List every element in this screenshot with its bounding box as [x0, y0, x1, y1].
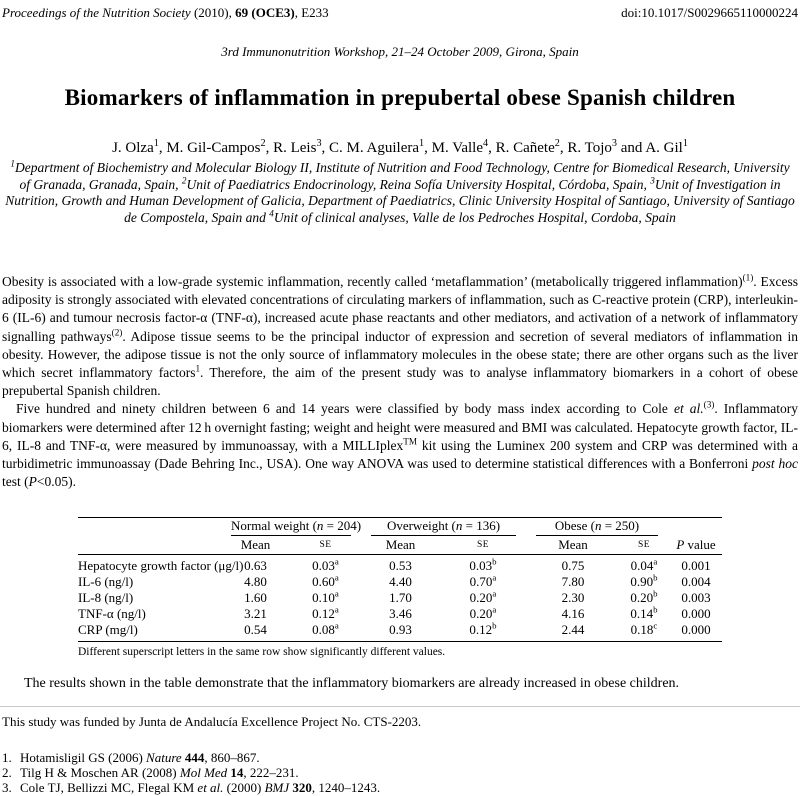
table-row [78, 606, 722, 622]
authors-line: J. Olza$^1$, M. Gil-Campos$^2$, R. Leis$^3$, C. M. Aguilera$^1$, M. Valle$^4$, R. Cañete$^2$, R. Tojo$^3$ and A. Gil$^1$ [112, 138, 688, 156]
value-cell: 4.16 [561, 606, 585, 622]
group-header-normal-weight: Normal weight (n = 204) [223, 518, 363, 537]
value-cell: 0.93 [389, 622, 412, 638]
value-cell: 0.63 [244, 558, 267, 574]
se-header-2: SE [438, 536, 528, 555]
value-cell: 3.46 [389, 606, 412, 622]
value-cell: 0.003 [681, 590, 711, 606]
affiliations-block: $^1$Department of Biochemistry and Molecular Biology II, Institute of Nutrition and Food Technology, Centre for Biomedical Research, University of Granada, Granada, Spain, $^2$Unit of Paediatrics Endocrinology, Reina Sofía University Hospital, Córdoba, Spain, $^3$Unit of Investigation in Nutrition, Growth and Human Development of Galicia, Department of Paediatrics, Clinic University Hospital of Santiago, University of Santiago de Compostela, Spain and $^4$Unit of clinical analyses, Valle de los Pedroches Hospital, Cordoba, Spain [5, 158, 795, 225]
value-cell: 3.21 [244, 606, 267, 622]
value-cell: 0.04$^a$ [630, 557, 658, 574]
empty-label-cell [78, 536, 223, 555]
value-cell: 0.53 [389, 558, 412, 574]
value-cell: 0.14$^b$ [630, 605, 658, 622]
value-cell: 1.70 [389, 590, 412, 606]
reference-item: 2. Tilg H & Moschen AR (2008) Mol Med 14, 222–231. [2, 765, 299, 781]
table-row [78, 574, 722, 590]
page-title: Biomarkers of inflammation in prepubertal obese Spanish children [64, 85, 736, 110]
value-cell: 0.000 [681, 622, 711, 638]
value-cell: 0.000 [681, 606, 711, 622]
p-value-header: P value [670, 536, 722, 555]
value-cell: 0.60$^a$ [312, 573, 339, 590]
value-cell: 2.30 [561, 590, 585, 606]
row-label: CRP (mg/l) [78, 622, 138, 638]
row-label: IL-8 (ng/l) [78, 590, 134, 606]
funding-statement: This study was funded by Junta de Andalucía Excellence Project No. CTS-2203. [2, 714, 422, 730]
section-divider [0, 706, 800, 707]
se-header-1: SE [288, 536, 363, 555]
value-cell: 7.80 [561, 574, 585, 590]
table-group-header-row [78, 518, 722, 537]
workshop-line: 3rd Immunonutrition Workshop, 21–24 October 2009, Girona, Spain [221, 44, 579, 59]
value-cell: 0.03$^b$ [469, 557, 497, 574]
value-cell: 0.20$^a$ [469, 589, 497, 606]
value-cell: 0.004 [681, 574, 711, 590]
value-cell: 0.12$^a$ [312, 605, 339, 622]
mean-header-2: Mean [363, 536, 438, 555]
value-cell: 0.20$^b$ [630, 589, 658, 606]
journal-citation: Proceedings of the Nutrition Society (2010), 69 (OCE3), E233 [2, 5, 329, 20]
se-header-3: SE [618, 536, 670, 555]
biomarker-table-wrapper [78, 517, 722, 642]
abstract-body [0, 273, 800, 491]
value-cell: 0.18$^c$ [630, 621, 658, 638]
value-cell: 0.12$^b$ [469, 621, 497, 638]
table-row [78, 590, 722, 606]
mean-header-1: Mean [223, 536, 288, 555]
row-label: TNF-α (ng/l) [78, 606, 146, 622]
results-statement: The results shown in the table demonstrate that the inflammatory biomarkers are already increased in obese children. [24, 676, 680, 692]
value-cell: 0.001 [681, 558, 711, 574]
table-row [78, 622, 722, 642]
value-cell: 4.40 [389, 574, 412, 590]
biomarker-table-body [78, 555, 722, 642]
value-cell: 4.80 [244, 574, 267, 590]
value-cell: 0.03$^a$ [312, 557, 339, 574]
value-cell: 0.08$^a$ [312, 621, 339, 638]
value-cell: 0.70$^a$ [469, 573, 497, 590]
value-cell: 0.90$^b$ [630, 573, 658, 590]
group-header-overweight: Overweight (n = 136) [363, 518, 528, 537]
mean-header-3: Mean [528, 536, 618, 555]
row-label: Hepatocyte growth factor (μg/l) [78, 558, 244, 574]
table-footnote: Different superscript letters in the same row show significantly different values. [78, 646, 446, 659]
abstract-paragraph-1: Obesity is associated with a low-grade systemic inflammation, recently called ‘metaflammation’ (metabolically triggered inflammation)$^{(1)}$. Excess adiposity is strongly associated with elevated concentrations of circulating markers of inflammation, such as C-reactive protein (CRP), interleukin-6 (IL-6) and tumour necrosis factor-α (TNF-α), increased acute phase reactants and other mediators, and activation of a network of inflammatory signalling pathways$^{(2)}$. Adipose tissue seems to be the principal inductor of expression and secretion of several mediators of inflammation in obesity. However, the adipose tissue is not the only source of inflammatory molecules in the obese state; there are other organs such as the liver which secret inflammatory factors$^1$. Therefore, the aim of the present study was to analyse inflammatory biomarkers in a cohort of obese prepubertal Spanish children. [2, 272, 798, 399]
biomarker-table [78, 517, 722, 642]
table-subheader-row [78, 536, 722, 555]
value-cell: 2.44 [561, 622, 585, 638]
empty-corner-cell [78, 518, 223, 537]
row-label: IL-6 (ng/l) [78, 574, 134, 590]
journal-header [0, 0, 800, 21]
value-cell: 0.10$^a$ [312, 589, 339, 606]
value-cell: 0.54 [244, 622, 267, 638]
value-cell: 0.75 [561, 558, 585, 574]
value-cell: 1.60 [244, 590, 267, 606]
doi-text: doi:10.1017/S0029665110000224 [621, 5, 798, 20]
empty-p-header-cell [670, 518, 722, 537]
group-header-obese: Obese (n = 250) [528, 518, 670, 537]
reference-item: 1. Hotamisligil GS (2006) Nature 444, 860–867. [2, 750, 260, 766]
value-cell: 0.20$^a$ [469, 605, 497, 622]
reference-item: 3. Cole TJ, Bellizzi MC, Flegal KM et al. (2000) BMJ 320, 1240–1243. [2, 780, 381, 796]
table-row [78, 555, 722, 575]
abstract-paragraph-2: Five hundred and ninety children between 6 and 14 years were classified by body mass index according to Cole et al.$^{(3)}$. Inflammatory biomarkers were determined after 12 h overnight fasting; weight and height were measured and BMI was calculated. Hepatocyte growth factor, IL-6, IL-8 and TNF-α, were measured by immunoassay, with a MILLIplex™ kit using the Luminex 200 system and CRP was determined with a turbidimetric immunoassay (Dade Behring Inc., USA). One way ANOVA was used to determine statistical differences with a Bonferroni post hoc test (P<0.05). [2, 399, 799, 490]
reference-list [0, 751, 800, 795]
